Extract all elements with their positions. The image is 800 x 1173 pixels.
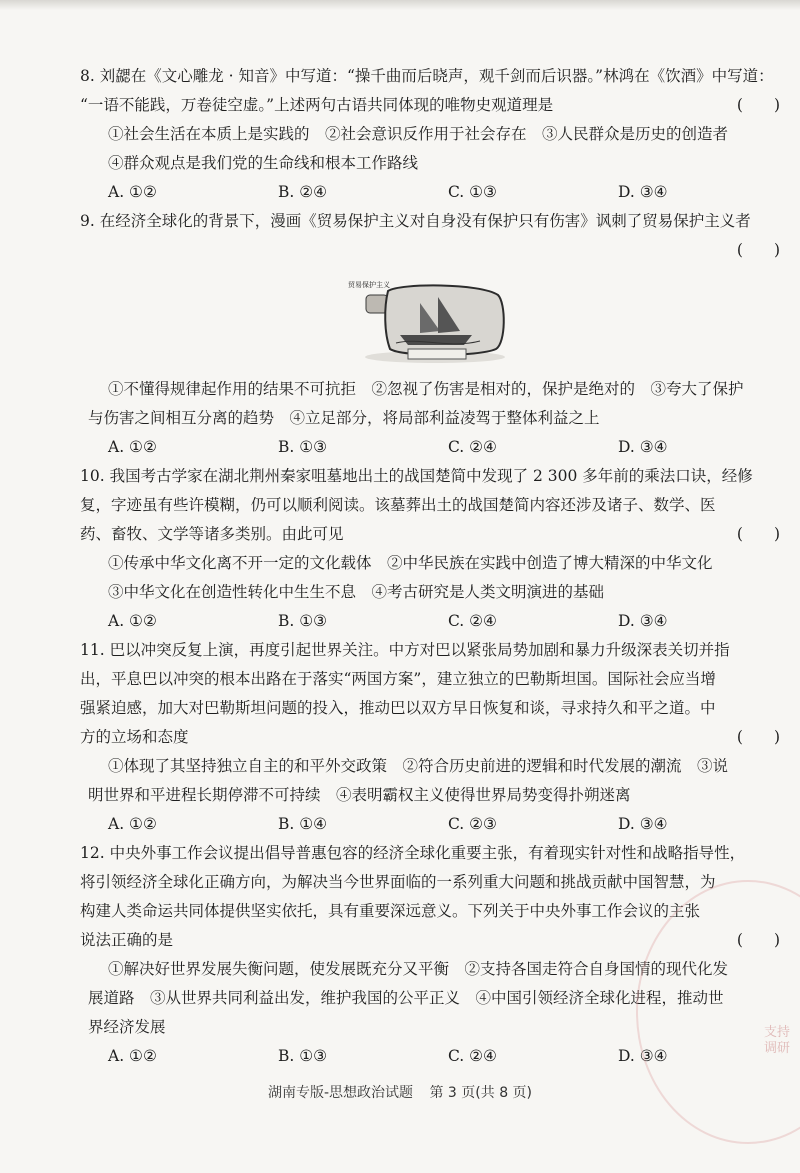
question-stem-text: 12. 中央外事工作会议提出倡导普惠包容的经济全球化重要主张，有着现实针对性和战略指导性， xyxy=(80,844,746,862)
question-stem-text: 10. 我国考古学家在湖北荆州秦家咀墓地出土的战国楚简中发现了 2 300 多年前的乘法口诀，经修 xyxy=(80,467,753,485)
answer-choice: A. ①② xyxy=(108,183,157,201)
question-stem-line xyxy=(80,207,790,236)
option-statement: 明世界和平进程长期停滞不可持续 ④表明霸权主义使得世界局势变得扑朔迷离 xyxy=(88,786,631,804)
option-statement: 界经济发展 xyxy=(88,1018,166,1036)
answer-choice: B. ①③ xyxy=(278,612,328,630)
question-stem-text: 药、畜牧、文学等诸多类别。由此可见 xyxy=(80,525,344,543)
answer-choices xyxy=(80,178,790,207)
question-stem-line xyxy=(80,665,790,694)
answer-paren-row xyxy=(80,236,790,265)
answer-choice: D. ③④ xyxy=(618,183,668,201)
option-statement: 与伤害之间相互分离的趋势 ④立足部分，将局部利益凌驾于整体利益之上 xyxy=(88,409,600,427)
question-stem-text: 说法正确的是 xyxy=(80,931,174,949)
question-stem-line xyxy=(80,520,790,549)
answer-choice: C. ②④ xyxy=(448,1047,497,1065)
answer-choice: C. ②④ xyxy=(448,438,497,456)
cartoon-caption: 贸易保护主义 xyxy=(348,281,390,289)
answer-choice: D. ③④ xyxy=(618,612,668,630)
question-stem-text: 将引领经济全球化正确方向，为解决当今世界面临的一系列重大问题和挑战贡献中国智慧，为 xyxy=(80,873,716,891)
option-statement: 展道路 ③从世界共同利益出发，维护我国的公平正义 ④中国引领经济全球化进程，推动世 xyxy=(88,989,724,1007)
answer-choice: B. ①④ xyxy=(278,815,328,833)
answer-paren: ( ) xyxy=(736,525,780,543)
option-statement: ①解决好世界发展失衡问题，使发展既充分又平衡 ②支持各国走符合自身国情的现代化发 xyxy=(108,960,729,978)
question-stem-line xyxy=(80,723,790,752)
question-block xyxy=(80,636,790,839)
option-statement: ①传承中华文化离不开一定的文化载体 ②中华民族在实践中创造了博大精深的中华文化 xyxy=(108,554,713,572)
question-stem-text: 出，平息巴以冲突的根本出路在于落实“两国方案”，建立独立的巴勒斯坦国。国际社会应当增 xyxy=(80,670,716,688)
answer-paren: ( ) xyxy=(736,241,780,259)
question-stem-text: 构建人类命运共同体提供坚实依托，具有重要深远意义。下列关于中央外事工作会议的主张 xyxy=(80,902,701,920)
answer-paren: ( ) xyxy=(736,96,780,114)
question-stem-text: 8. 刘勰在《文心雕龙 · 知音》中写道：“操千曲而后晓声，观千剑而后识器。”林鸿在《饮酒》中写道： xyxy=(80,67,774,85)
watermark-stamp-text: 支持调研 xyxy=(764,1025,791,1056)
question-stem-line xyxy=(80,694,790,723)
option-statement: ④群众观点是我们党的生命线和根本工作路线 xyxy=(108,154,419,172)
footer-title: 湖南专版-思想政治试题 xyxy=(267,1085,414,1101)
question-stem-line xyxy=(80,868,790,897)
question-block xyxy=(80,207,790,462)
answer-choice: A. ①② xyxy=(108,1047,157,1065)
question-block xyxy=(80,62,790,207)
answer-choices xyxy=(80,810,790,839)
question-stem-line xyxy=(80,91,790,120)
answer-choice: C. ②③ xyxy=(448,815,497,833)
question-stem-line xyxy=(80,636,790,665)
answer-paren: ( ) xyxy=(736,931,780,949)
answer-choice: C. ②④ xyxy=(448,612,497,630)
question-stem-line xyxy=(80,462,790,491)
question-stem-line xyxy=(80,839,790,868)
cartoon-figure xyxy=(80,265,790,375)
option-statement: ①社会生活在本质上是实践的 ②社会意识反作用于社会存在 ③人民群众是历史的创造者 xyxy=(108,125,729,143)
answer-choice: D. ③④ xyxy=(618,1047,668,1065)
question-stem-text: 复，字迹虽有些许模糊，仍可以顺利阅读。该墓葬出土的战国楚简内容还涉及诸子、数学、医 xyxy=(80,496,716,514)
option-statement: ①体现了其坚持独立自主的和平外交政策 ②符合历史前进的逻辑和时代发展的潮流 ③说 xyxy=(108,757,729,775)
question-stem-text: 11. 巴以冲突反复上演，再度引起世界关注。中方对巴以紧张局势加剧和暴力升级深表关切并指 xyxy=(80,641,730,659)
answer-choice: D. ③④ xyxy=(618,815,668,833)
answer-choice: A. ①② xyxy=(108,612,157,630)
answer-choice: A. ①② xyxy=(108,815,157,833)
answer-choice: D. ③④ xyxy=(618,438,668,456)
option-statement: ③中华文化在创造性转化中生生不息 ④考古研究是人类文明演进的基础 xyxy=(108,583,605,601)
option-statement: ①不懂得规律起作用的结果不可抗拒 ②忽视了伤害是相对的，保护是绝对的 ③夸大了保护 xyxy=(108,380,744,398)
question-stem-line xyxy=(80,491,790,520)
answer-choice: B. ①③ xyxy=(278,1047,328,1065)
answer-choice: B. ②④ xyxy=(278,183,328,201)
question-stem-line xyxy=(80,62,790,91)
question-stem-text: “一语不能践，万卷徒空虚。”上述两句古语共同体现的唯物史观道理是 xyxy=(80,96,554,114)
question-stem-text: 强紧迫感，加大对巴勒斯坦问题的投入，推动巴以双方早日恢复和谈，寻求持久和平之道。中 xyxy=(80,699,716,717)
question-block xyxy=(80,462,790,636)
answer-choice: A. ①② xyxy=(108,438,157,456)
page-top-edge xyxy=(0,0,800,10)
answer-paren: ( ) xyxy=(736,728,780,746)
answer-choice: C. ①③ xyxy=(448,183,497,201)
question-stem-text: 方的立场和态度 xyxy=(80,728,189,746)
question-stem-text: 9. 在经济全球化的背景下，漫画《贸易保护主义对自身没有保护只有伤害》讽刺了贸易保护主义者 xyxy=(80,212,751,230)
answer-choice: B. ①③ xyxy=(278,438,328,456)
footer-page-number: 第 3 页(共 8 页) xyxy=(429,1085,533,1101)
answer-choices xyxy=(80,607,790,636)
answer-choices xyxy=(80,433,790,462)
